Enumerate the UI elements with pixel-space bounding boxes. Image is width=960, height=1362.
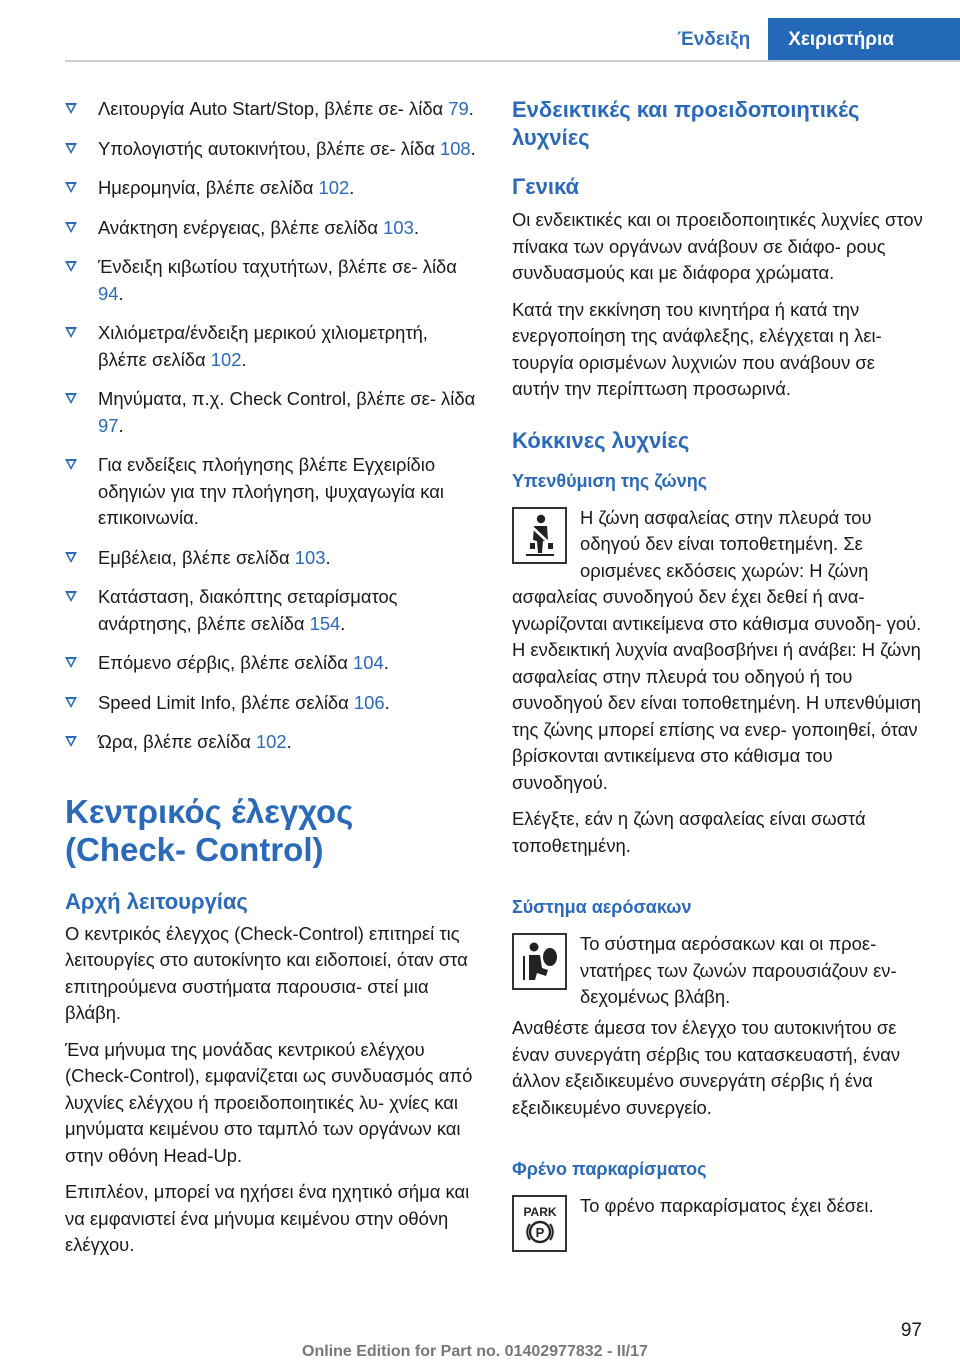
header-tabs — [660, 18, 960, 62]
page-link[interactable]: 97 — [98, 414, 119, 436]
list-item-text: Ώρα, βλέπε σελίδα — [98, 731, 256, 752]
triangle-down-icon — [65, 103, 77, 114]
heading-parking-brake: Φρένο παρκαρίσματος — [512, 1159, 707, 1179]
right-column — [512, 96, 926, 1277]
park-symbol: P — [535, 1224, 544, 1240]
paragraph: Η ενδεικτική λυχνία αναβοσβήνει ή ανάβει: Η ζώνη ασφαλείας στην πλευρά του οδηγού ή του συνοδηγού δεν είναι τοποθετημένη. Η υπενθύμιση της ζώνης μπορεί επίσης να ενερ- γοποιηθεί, όταν βρίσκονται αντικείμενα στο κάθισμα του συνοδηγού. — [512, 639, 921, 793]
subsection-general: Γενικά — [512, 174, 580, 199]
seatbelt-warning-icon — [512, 507, 567, 564]
seatbelt-block — [512, 505, 926, 638]
left-column — [65, 96, 477, 1269]
section-title-lamps: Ενδεικτικές και προειδοποιητικές λυχνίες — [512, 97, 860, 150]
page-link[interactable]: 108 — [439, 137, 471, 159]
parking-brake-block — [512, 1193, 926, 1277]
list-item-tail: . — [325, 546, 331, 568]
triangle-down-icon — [65, 393, 77, 404]
list-item-text: Λειτουργία Auto Start/Stop, βλέπε σε- λίδα — [98, 98, 449, 119]
list-item — [65, 650, 477, 677]
subsection-red-lamps: Κόκκινες λυχνίες — [512, 427, 690, 453]
paragraph: Ο κεντρικός έλεγχος (Check-Control) επιτηρεί τις λειτουργίες στο αυτοκίνητο και ειδοποιεί, όταν στα επιτηρούμενα συστήματα παρουσια- στεί μια βλάβη. — [65, 922, 468, 1023]
list-item-tail: . — [470, 137, 476, 159]
edition-watermark: Online Edition for Part no. 01402977832 - II/17 — [302, 1343, 648, 1360]
list-item-text: Για ενδείξεις πλοήγησης βλέπε Εγχειρίδιο οδηγιών για την πλοήγηση, ψυχαγωγία και επικοινωνία. — [98, 454, 444, 528]
page-link[interactable]: 104 — [353, 652, 384, 673]
triangle-down-icon — [65, 327, 77, 338]
list-item — [65, 452, 477, 532]
airbag-block — [512, 931, 926, 1015]
list-item-tail: . — [286, 731, 292, 752]
list-item — [65, 320, 477, 373]
list-item-tail: . — [241, 348, 247, 370]
list-item — [65, 584, 477, 637]
list-item-text: Χιλιόμετρα/ένδειξη μερικού χιλιομετρητή, βλέπε σελίδα — [98, 322, 428, 370]
list-item-tail: . — [340, 612, 346, 634]
tab-index[interactable]: Ένδειξη — [677, 29, 751, 50]
page-link[interactable]: 102 — [318, 177, 350, 198]
page-number: 97 — [900, 1320, 922, 1341]
list-item-tail: . — [383, 652, 389, 673]
list-item-text: Υπολογιστής αυτοκινήτου, βλέπε σε- λίδα — [98, 137, 440, 159]
list-item-text: Ένδειξη κιβωτίου ταχυτήτων, βλέπε σε- λίδα — [98, 256, 457, 277]
list-item — [65, 175, 477, 202]
section-title-check-control: Κεντρικός έλεγχος (Check- Control) — [65, 792, 354, 868]
paragraph: Ελέγξτε, εάν η ζώνη ασφαλείας είναι σωστά τοποθετημένη. — [512, 808, 866, 856]
paragraph: Οι ενδεικτικές και οι προειδοποιητικές λυχνίες στον πίνακα των οργάνων ανάβουν σε διάφο- ρους συνδυασμούς και με διάφορα χρώματα. — [512, 209, 923, 283]
list-item — [65, 215, 477, 242]
paragraph: Κατά την εκκίνηση του κινητήρα ή κατά την ενεργοποίηση της ανάφλεξης, ελέγχεται η λει- τουργία ορισμένων λυχνιών που ανάβουν σε αυτήν την περίπτωση προσωρινά. — [512, 298, 882, 399]
triangle-down-icon — [65, 222, 77, 233]
page-link[interactable]: 102 — [255, 731, 287, 752]
page-link[interactable]: 103 — [294, 546, 326, 568]
paragraph: Το σύστημα αερόσακων και οι προε- ντατήρες των ζωνών παρουσιάζουν εν- δεχομένως βλάβη. — [580, 933, 897, 1007]
triangle-down-icon — [65, 552, 77, 563]
list-item — [65, 254, 477, 307]
triangle-down-icon — [65, 591, 77, 602]
triangle-down-icon — [65, 143, 77, 154]
triangle-down-icon — [65, 657, 77, 668]
list-item — [65, 545, 477, 572]
subsection-principle: Αρχή λειτουργίας — [65, 888, 248, 914]
paragraph: Επιπλέον, μπορεί να ηχήσει ένα ηχητικό σήμα και να εμφανιστεί ένα μήνυμα κειμένου στην οθόνη ελέγχου. — [65, 1181, 470, 1255]
list-item-tail: . — [384, 691, 390, 713]
page-link[interactable]: 106 — [353, 691, 385, 713]
triangle-down-icon — [65, 261, 77, 272]
parking-brake-icon — [512, 1195, 567, 1252]
heading-seatbelt-reminder: Υπενθύμιση της ζώνης — [512, 470, 708, 491]
page-footer — [0, 1320, 960, 1360]
airbag-warning-icon — [512, 933, 567, 990]
list-item-text: Εμβέλεια, βλέπε σελίδα — [98, 546, 295, 568]
list-item — [65, 386, 477, 439]
paragraph: Το φρένο παρκαρίσματος έχει δέσει. — [580, 1195, 874, 1216]
list-item-tail: . — [349, 177, 355, 198]
list-item-tail: . — [118, 414, 124, 436]
page-link[interactable]: 79 — [448, 98, 469, 119]
page-link[interactable]: 154 — [309, 612, 341, 634]
list-item — [65, 690, 477, 717]
list-item — [65, 96, 477, 123]
list-item-text: Ανάκτηση ενέργειας, βλέπε σελίδα — [98, 216, 384, 238]
list-item-tail: . — [118, 282, 124, 304]
paragraph: Η ζώνη ασφαλείας στην πλευρά του οδηγού δεν είναι τοποθετημένη. Σε ορισμένες εκδόσεις χωρών: Η ζώνη ασφαλείας συνοδηγού δεν έχει δεθεί ή ανα- γνωρίζονται αντικείμενα στο κάθισμα συνοδη- γού. — [512, 506, 922, 634]
list-item — [65, 729, 477, 756]
list-item-text: Επόμενο σέρβις, βλέπε σελίδα — [98, 652, 354, 673]
triangle-down-icon — [65, 459, 77, 470]
bullet-list — [65, 96, 477, 756]
list-item-tail: . — [468, 98, 474, 119]
tab-controls[interactable]: Χειριστήρια — [768, 18, 960, 62]
park-label: PARK — [522, 1204, 557, 1219]
list-item-text: Speed Limit Info, βλέπε σελίδα — [98, 691, 354, 713]
list-item-tail: . — [413, 216, 419, 238]
list-item-text: Μηνύματα, π.χ. Check Control, βλέπε σε- λίδα — [98, 388, 476, 409]
list-item-text: Κατάσταση, διακόπτης σεταρίσματος ανάρτησης, βλέπε σελίδα — [98, 586, 398, 634]
triangle-down-icon — [65, 736, 77, 747]
header-divider — [65, 60, 960, 62]
page-link[interactable]: 103 — [383, 216, 414, 238]
paragraph: Αναθέστε άμεσα τον έλεγχο του αυτοκινήτου σε έναν συνεργάτη σέρβις του κατασκευαστή, έναν άλλον εξειδικευμένο συνεργάτη σέρβις ή ένα εξειδικευμένο συνεργείο. — [512, 1017, 901, 1118]
triangle-down-icon — [65, 697, 77, 708]
paragraph: Ένα μήνυμα της μονάδας κεντρικού ελέγχου (Check-Control), εμφανίζεται ως συνδυασμός από λυχνίες ελέγχου ή προειδοποιητικές λυ- χνίες και μηνύματα κειμένου στο ταμπλό των οργάνων και στην οθόνη Head-Up. — [65, 1038, 473, 1166]
list-item — [65, 136, 477, 163]
triangle-down-icon — [65, 182, 77, 193]
list-item-text: Ημερομηνία, βλέπε σελίδα — [98, 177, 319, 198]
page-link[interactable]: 102 — [210, 348, 242, 370]
heading-airbag-system: Σύστημα αερόσακων — [512, 897, 692, 917]
page-link[interactable]: 94 — [98, 282, 119, 304]
